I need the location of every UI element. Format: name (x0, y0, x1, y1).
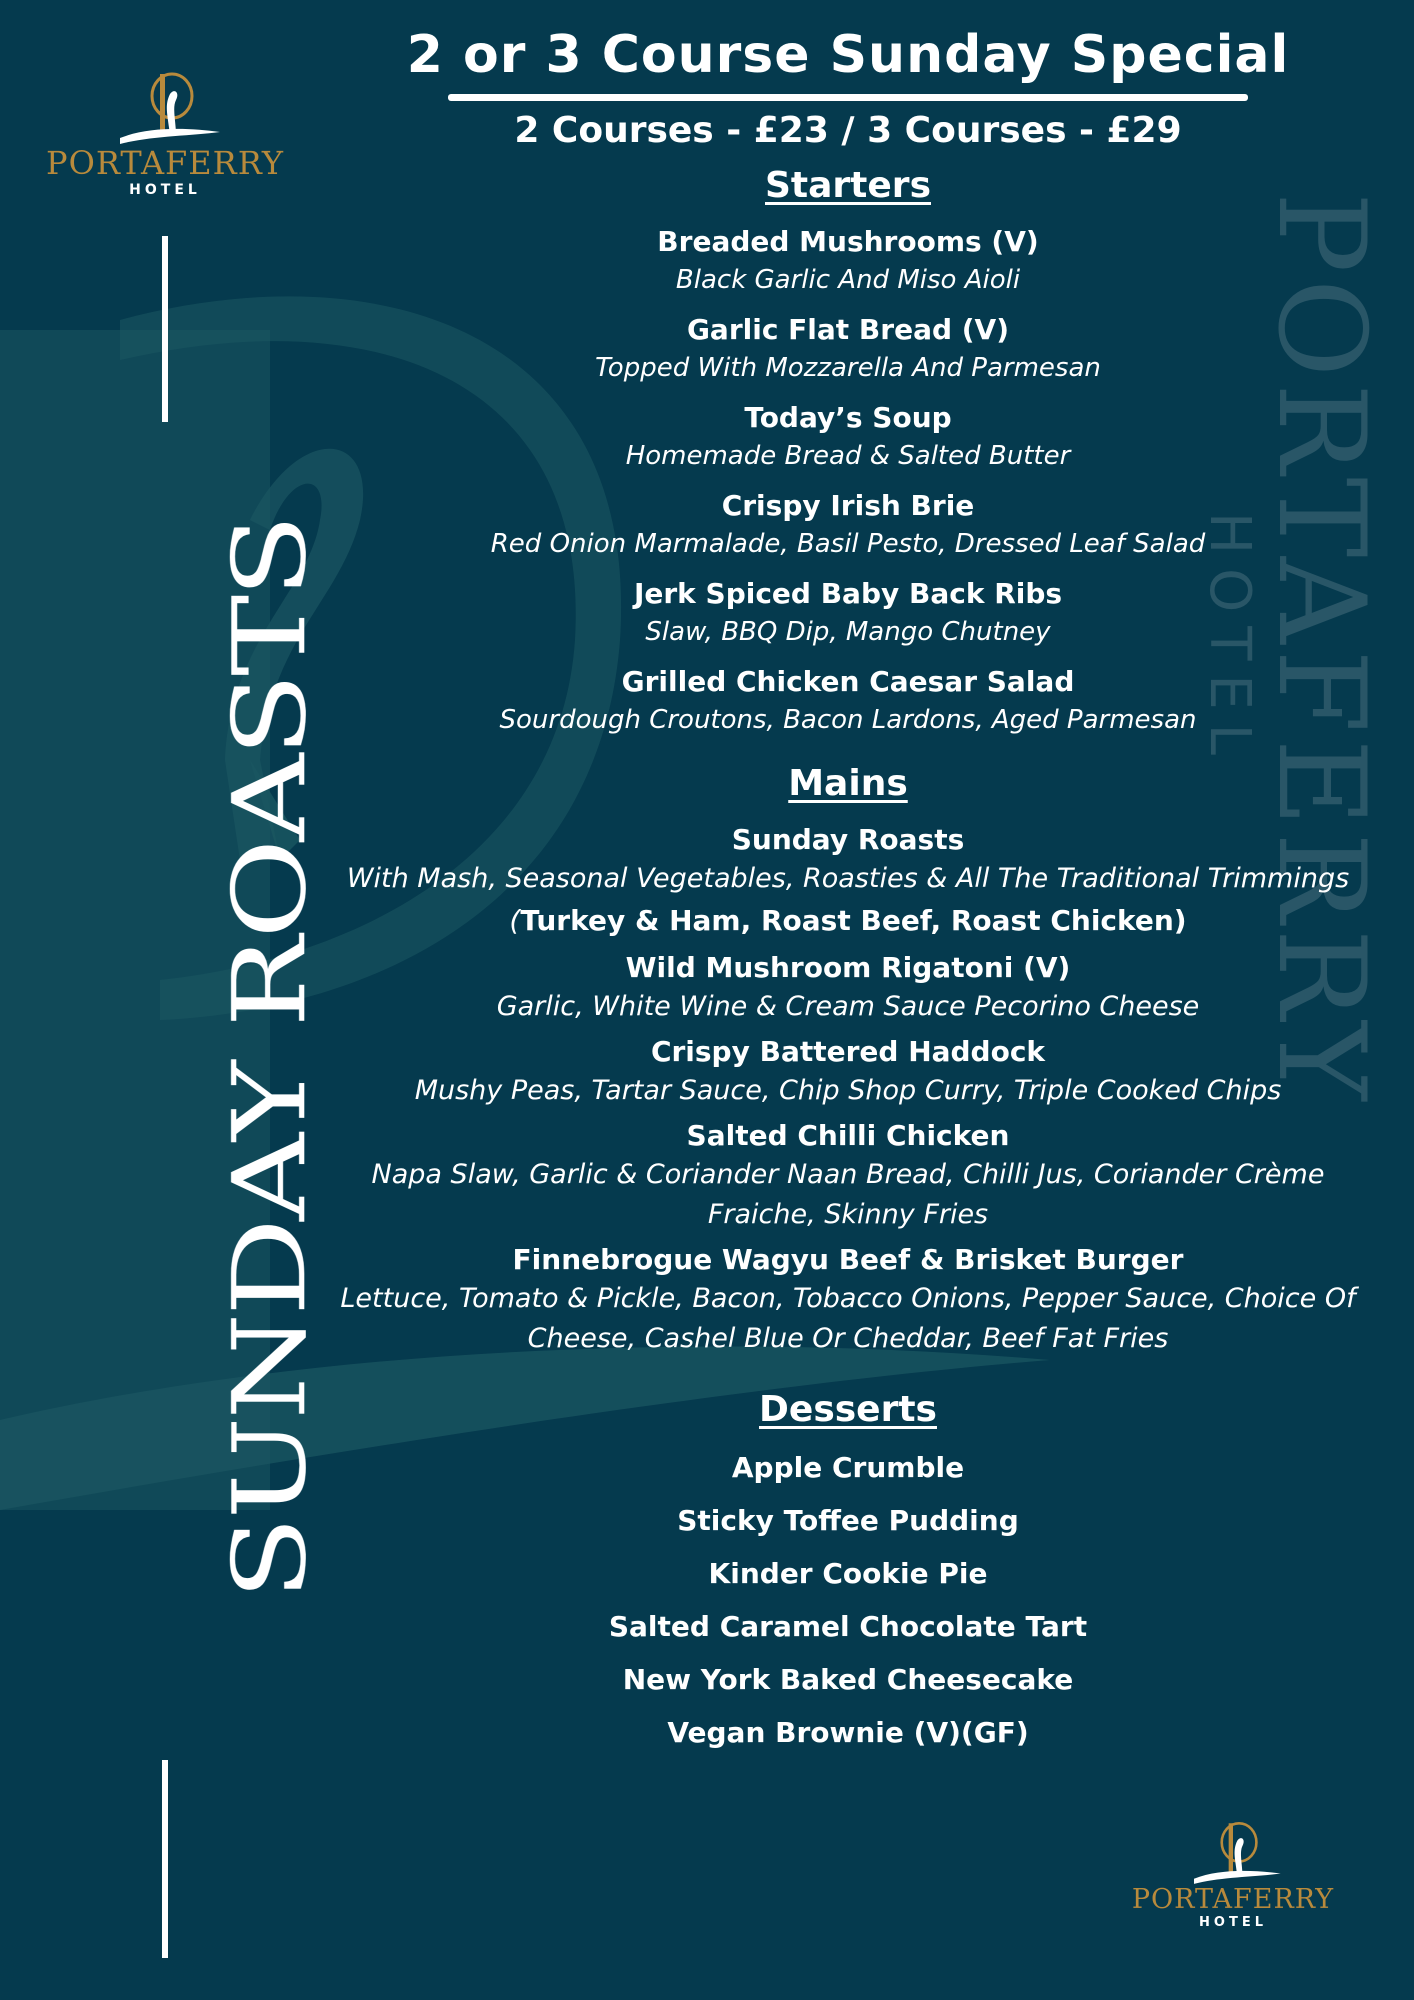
dish-description: Red Onion Marmalade, Basil Pesto, Dressed Leaf Salad (490, 529, 1206, 559)
dish-description: Napa Slaw, Garlic & Coriander Naan Bread, Chilli Jus, Coriander Crème Fraiche, Skinny Fries (371, 1159, 1325, 1230)
logo-sub: HOTEL (129, 182, 201, 198)
logo-bottom (1128, 1816, 1338, 1930)
dish-description: Black Garlic And Miso Aioli (675, 265, 1021, 295)
starter-item (330, 575, 1366, 651)
main-item (330, 1033, 1366, 1111)
starter-item (330, 223, 1366, 299)
mains-heading: Mains (788, 763, 908, 804)
logo-name: PORTAFERRY (1131, 1884, 1335, 1915)
dish-name: Crispy Battered Haddock (650, 1035, 1046, 1068)
dish-name: Today’s Soup (744, 401, 952, 434)
dish-name: Crispy Irish Brie (721, 489, 975, 522)
dish-name: Wild Mushroom Rigatoni (V) (625, 951, 1071, 984)
logo-name: PORTAFERRY (46, 144, 284, 182)
roast-options-text: Turkey & Ham, Roast Beef, Roast Chicken) (520, 904, 1187, 937)
dish-description: Lettuce, Tomato & Pickle, Bacon, Tobacco Onions, Pepper Sauce, Choice Of Cheese, Cashel Blue Or Cheddar, Beef Fat Fries (340, 1283, 1356, 1354)
dish-description: Garlic, White Wine & Cream Sauce Pecorino Cheese (496, 991, 1200, 1022)
logo-sub: HOTEL (1199, 1915, 1267, 1930)
dish-name: Garlic Flat Bread (V) (686, 313, 1010, 346)
starters-heading: Starters (765, 165, 931, 206)
watermark-hotel: HOTEL (1197, 512, 1262, 769)
heron-logo-icon (90, 66, 240, 146)
dish-name: Jerk Spiced Baby Back Ribs (633, 577, 1063, 610)
dish-description: Slaw, BBQ Dip, Mango Chutney (645, 617, 1051, 647)
dessert-item: Kinder Cookie Pie (708, 1557, 988, 1590)
dish-description: Mushy Peas, Tartar Sauce, Chip Shop Curry, Triple Cooked Chips (414, 1075, 1282, 1106)
dessert-item: Salted Caramel Chocolate Tart (608, 1610, 1088, 1643)
page-title: 2 or 3 Course Sunday Special (406, 25, 1290, 85)
roast-options-paren: ( (509, 904, 521, 937)
mains-list (330, 821, 1366, 1359)
dessert-item: Apple Crumble (731, 1451, 965, 1484)
main-item (330, 1241, 1366, 1359)
main-item (330, 949, 1366, 1027)
dish-name: Sunday Roasts (731, 823, 965, 856)
menu-content (330, 20, 1366, 1759)
roast-options (330, 899, 1366, 943)
dish-description: Sourdough Croutons, Bacon Lardons, Aged Parmesan (499, 705, 1197, 735)
dish-name: Breaded Mushrooms (V) (657, 225, 1039, 258)
starters-list (330, 223, 1366, 739)
starter-item (330, 663, 1366, 739)
heron-logo-icon (1168, 1816, 1298, 1886)
logo-top (40, 66, 290, 198)
dish-description: Homemade Bread & Salted Butter (625, 441, 1071, 471)
starter-item (330, 399, 1366, 475)
starter-item (330, 311, 1366, 387)
dish-name: Grilled Chicken Caesar Salad (621, 665, 1075, 698)
side-divider-top (162, 236, 168, 422)
title-underline (448, 94, 1248, 101)
watermark-portaferry: PORTAFERRY (1251, 192, 1390, 1107)
dish-description: With Mash, Seasonal Vegetables, Roasties & All The Traditional Trimmings (346, 863, 1350, 894)
side-divider-bottom (162, 1760, 168, 1958)
dessert-item: New York Baked Cheesecake (622, 1663, 1074, 1696)
price-line: 2 Courses - £23 / 3 Courses - £29 (514, 110, 1182, 151)
dish-description: Topped With Mozzarella And Parmesan (595, 353, 1101, 383)
dish-name: Salted Chilli Chicken (686, 1119, 1010, 1152)
main-item (330, 821, 1366, 943)
main-item (330, 1117, 1366, 1235)
dish-name: Finnebrogue Wagyu Beef & Brisket Burger (512, 1243, 1184, 1276)
dessert-item: Vegan Brownie (V)(GF) (667, 1716, 1029, 1749)
side-title: SUNDAY ROASTS (211, 517, 329, 1600)
starter-item (330, 487, 1366, 563)
desserts-heading: Desserts (759, 1389, 937, 1430)
dessert-item: Sticky Toffee Pudding (677, 1504, 1019, 1537)
desserts-list (330, 1441, 1366, 1759)
